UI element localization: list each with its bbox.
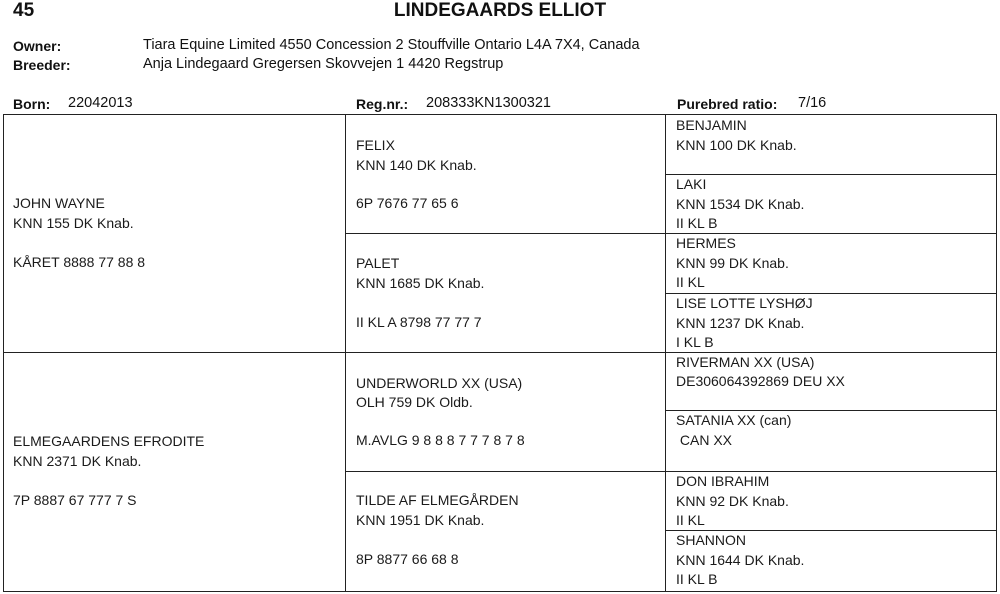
sd-sire-class: II KL (676, 274, 705, 290)
ds-dam-name: SATANIA XX (can) (676, 412, 792, 428)
sire-cell (4, 115, 346, 353)
horse-name: LINDEGAARDS ELLIOT (393, 0, 607, 21)
sire-sire-score: 6P 7676 77 65 6 (356, 195, 459, 211)
dd-sire-name: DON IBRAHIM (676, 473, 770, 489)
sire-sire-name: FELIX (356, 137, 395, 153)
ds-dam-reg: CAN XX (676, 432, 733, 448)
dam-sire-cell (346, 353, 666, 472)
ss-dam-cell (666, 175, 996, 234)
dd-dam-name: SHANNON (676, 532, 747, 548)
ds-sire-name: RIVERMAN XX (USA) (676, 354, 815, 370)
dam-dam-cell (346, 472, 666, 591)
dd-sire-cell (666, 472, 996, 531)
ds-dam-cell (666, 411, 996, 472)
ss-dam-name: LAKI (676, 176, 707, 192)
pedigree-table (3, 114, 997, 592)
ss-sire-name: BENJAMIN (676, 117, 747, 133)
dam-dam-reg: KNN 1951 DK Knab. (356, 512, 485, 528)
dam-sire-score: M.AVLG 9 8 8 8 7 7 7 8 7 8 (356, 432, 525, 448)
sire-dam-reg: KNN 1685 DK Knab. (356, 275, 485, 291)
sire-name: JOHN WAYNE (13, 195, 105, 211)
breeder-label: Breeder: (13, 57, 71, 73)
reg-label: Reg.nr.: (356, 96, 409, 112)
dam-sire-reg: OLH 759 DK Oldb. (356, 394, 473, 410)
dd-sire-reg: KNN 92 DK Knab. (676, 493, 789, 509)
ss-dam-class: II KL B (676, 215, 718, 231)
sd-sire-reg: KNN 99 DK Knab. (676, 255, 789, 271)
sd-dam-reg: KNN 1237 DK Knab. (676, 315, 805, 331)
ds-sire-cell (666, 353, 996, 411)
born-value: 22042013 (68, 95, 133, 111)
sire-sire-reg: KNN 140 DK Knab. (356, 157, 477, 173)
sire-dam-score: II KL A 8798 77 77 7 (356, 314, 482, 330)
sire-sire-cell (346, 115, 666, 234)
lot-number: 45 (13, 0, 35, 21)
sire-score: KÅRET 8888 77 88 8 (13, 254, 146, 270)
sd-dam-class: I KL B (676, 334, 714, 350)
dd-sire-class: II KL (676, 512, 705, 528)
dam-cell (4, 353, 346, 591)
dd-dam-cell (666, 531, 996, 591)
owner-value: Tiara Equine Limited 4550 Concession 2 Stouffville Ontario L4A 7X4, Canada (143, 37, 640, 53)
breeder-value: Anja Lindegaard Gregersen Skovvejen 1 4420 Regstrup (143, 56, 504, 72)
sire-reg: KNN 155 DK Knab. (13, 215, 134, 231)
ratio-label: Purebred ratio: (677, 96, 778, 112)
sd-sire-cell (666, 234, 996, 294)
sire-dam-cell (346, 234, 666, 353)
dam-score: 7P 8887 67 777 7 S (13, 492, 137, 508)
sire-dam-name: PALET (356, 255, 400, 271)
sd-dam-name: LISE LOTTE LYSHØJ (676, 295, 813, 311)
dam-dam-name: TILDE AF ELMEGÅRDEN (356, 492, 519, 508)
owner-label: Owner: (13, 38, 62, 54)
dam-dam-score: 8P 8877 66 68 8 (356, 551, 459, 567)
sd-dam-cell (666, 294, 996, 353)
ss-sire-reg: KNN 100 DK Knab. (676, 137, 797, 153)
dam-reg: KNN 2371 DK Knab. (13, 453, 142, 469)
dam-sire-name: UNDERWORLD XX (USA) (356, 375, 523, 391)
dd-dam-reg: KNN 1644 DK Knab. (676, 552, 805, 568)
sd-sire-name: HERMES (676, 235, 736, 251)
reg-value: 208333KN1300321 (426, 95, 551, 111)
ds-sire-reg: DE306064392869 DEU XX (676, 373, 845, 389)
ratio-value: 7/16 (798, 95, 827, 111)
born-label: Born: (13, 96, 51, 112)
ss-sire-cell (666, 115, 996, 175)
ss-dam-reg: KNN 1534 DK Knab. (676, 196, 805, 212)
dam-name: ELMEGAARDENS EFRODITE (13, 433, 205, 449)
dd-dam-class: II KL B (676, 571, 718, 587)
